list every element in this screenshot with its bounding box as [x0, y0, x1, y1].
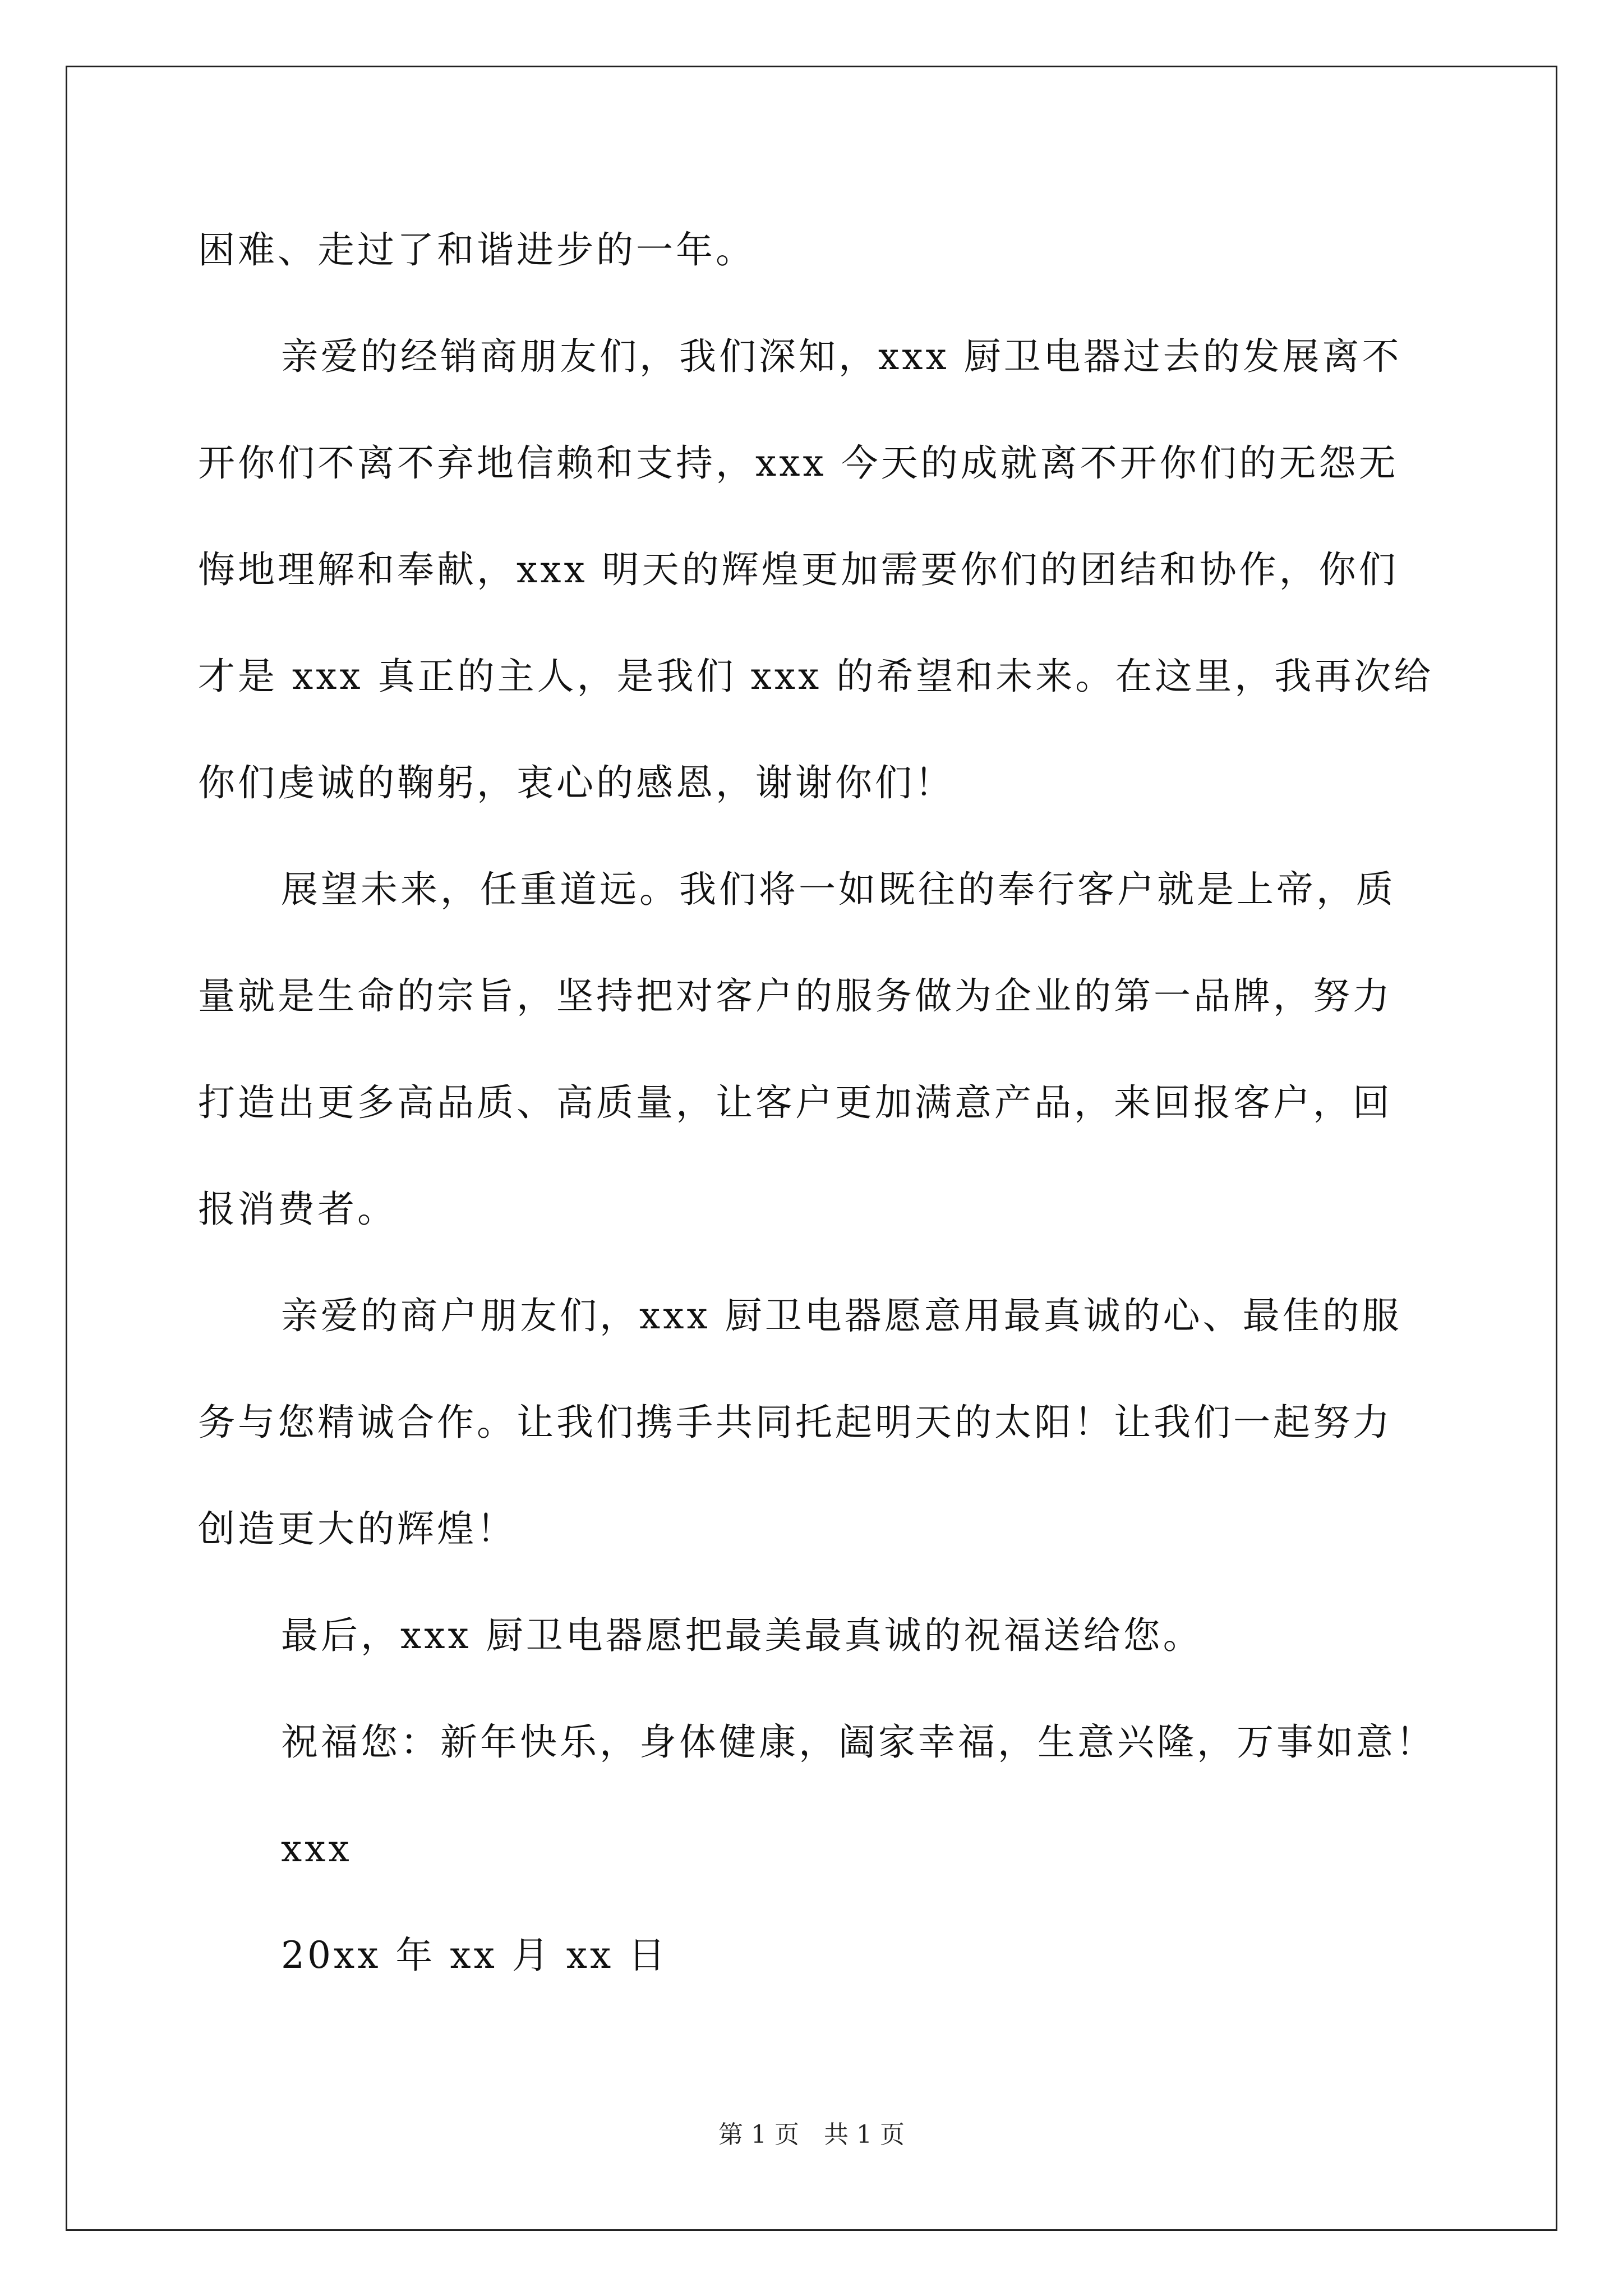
text-line: 展望未来，任重道远。我们将一如既往的奉行客户就是上帝，质 — [281, 868, 1396, 911]
text-line: 打造出更多高品质、高质量，让客户更加满意产品，来回报客户，回 — [198, 1081, 1393, 1124]
text-line: 困难、走过了和谐进步的一年。 — [198, 228, 755, 272]
text-line: 你们虔诚的鞠躬，衷心的感恩，谢谢你们！ — [198, 761, 955, 804]
text-line: 祝福您：新年快乐，身体健康，阖家幸福，生意兴隆，万事如意！ — [281, 1720, 1436, 1764]
text-line: 务与您精诚合作。让我们携手共同托起明天的太阳！让我们一起努力 — [198, 1401, 1393, 1444]
text-line: 亲爱的商户朋友们，xxx 厨卫电器愿意用最真诚的心、最佳的服 — [281, 1294, 1402, 1337]
date-line: 20xx 年 xx 月 xx 日 — [281, 1934, 668, 1977]
text-line: 量就是生命的宗旨，坚持把对客户的服务做为企业的第一品牌，努力 — [198, 974, 1393, 1018]
text-line: 最后，xxx 厨卫电器愿把最美最真诚的祝福送给您。 — [281, 1614, 1203, 1657]
text-line: 亲爱的经销商朋友们，我们深知，xxx 厨卫电器过去的发展离不 — [281, 335, 1402, 378]
text-line: 开你们不离不弃地信赖和支持，xxx 今天的成就离不开你们的无怨无 — [198, 441, 1399, 485]
text-line: 报消费者。 — [198, 1188, 397, 1231]
page-border — [66, 66, 1557, 2231]
text-line: 创造更大的辉煌！ — [198, 1507, 517, 1550]
signature-line: xxx — [281, 1827, 352, 1870]
page-footer: 第 1 页 共 1 页 — [718, 2120, 905, 2149]
text-line: 悔地理解和奉献，xxx 明天的辉煌更加需要你们的团结和协作，你们 — [198, 548, 1399, 591]
text-line: 才是 xxx 真正的主人，是我们 xxx 的希望和未来。在这里，我再次给 — [198, 655, 1434, 698]
